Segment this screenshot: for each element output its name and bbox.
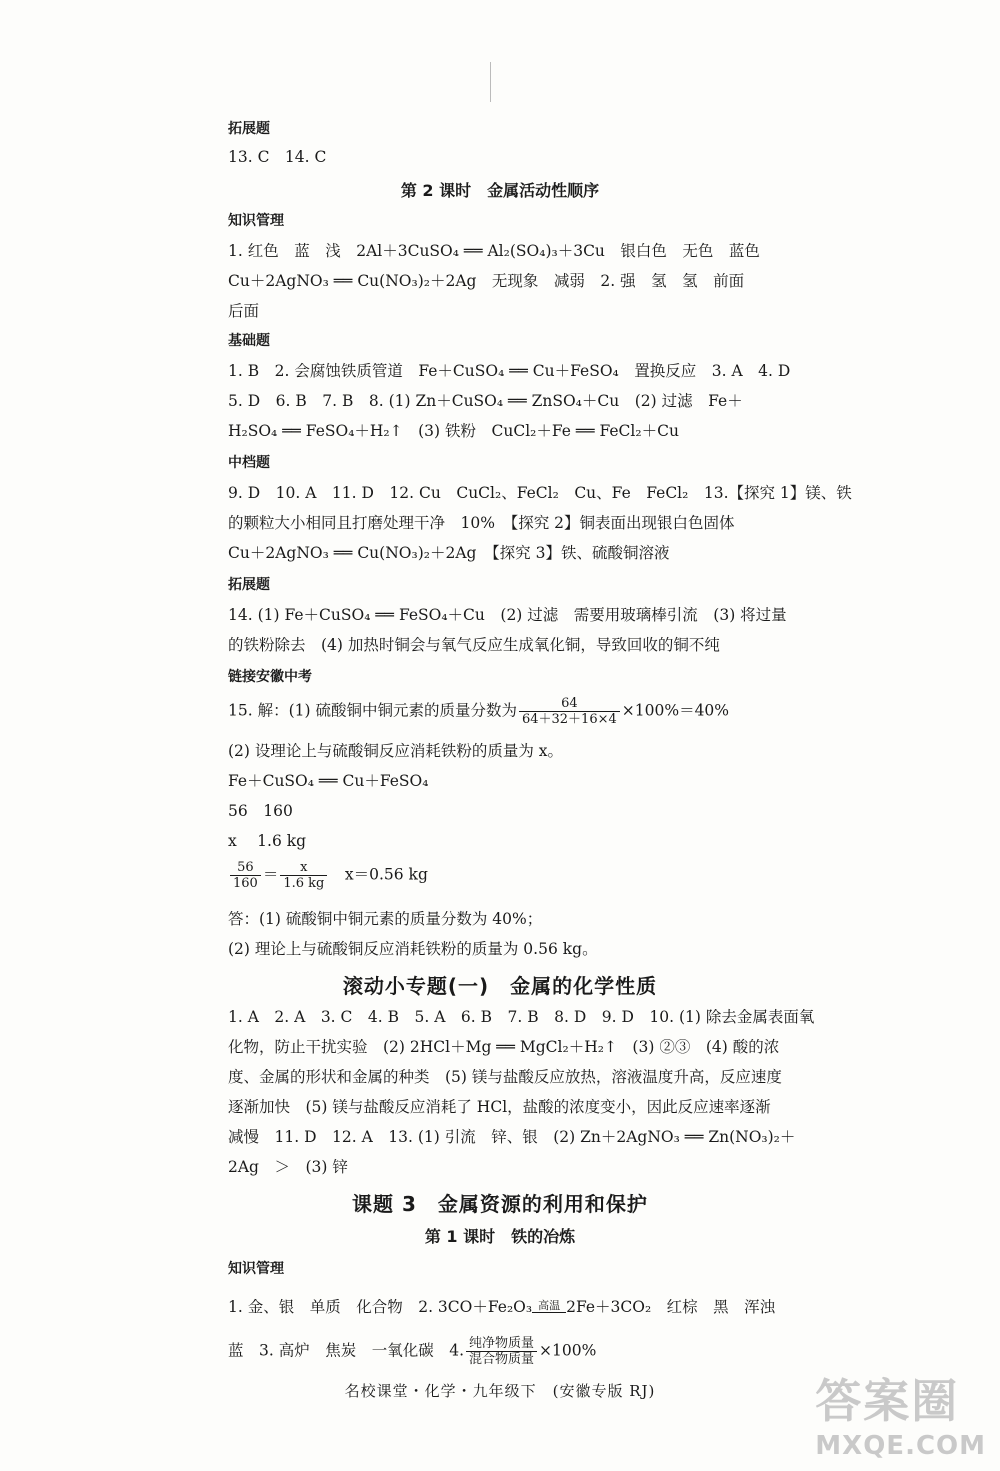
- fraction-denominator: 1.6 kg: [283, 876, 325, 891]
- section-heading: 链接安徽中考: [228, 669, 312, 685]
- section-heading: 基础题: [228, 333, 270, 349]
- answer-line: 13. C 14. C: [228, 148, 327, 166]
- section-heading: 拓展题: [228, 121, 270, 137]
- fraction-denominator: 160: [233, 876, 258, 891]
- answer-line: 减慢 11. D 12. A 13. (1) 引流 锌、银 (2) Zn＋2AgNO₃ ══ Zn(NO₃)₂＋: [228, 1128, 796, 1146]
- equals-sign: ＝: [262, 865, 279, 884]
- topic-title: 课题 3 金属资源的利用和保护: [352, 1192, 648, 1216]
- answer-line: (2) 理论上与硫酸铜反应消耗铁粉的质量为 0.56 kg。: [228, 940, 598, 958]
- section-heading: 拓展题: [228, 577, 270, 593]
- reaction-arrow: [532, 1312, 566, 1318]
- answer-line: [228, 696, 729, 727]
- answer-line: 答：(1) 硫酸铜中铜元素的质量分数为 40%；: [228, 910, 543, 928]
- answer-line: 1. A 2. A 3. C 4. B 5. A 6. B 7. B 8. D 9. D 10. (1) 除去金属表面氧: [228, 1008, 815, 1026]
- section-heading: 知识管理: [228, 1261, 284, 1277]
- fraction: [519, 696, 620, 727]
- answer-line: 9. D 10. A 11. D 12. Cu CuCl₂、FeCl₂ Cu、Fe FeCl₂ 13.【探究 1】镁、铁: [228, 484, 852, 502]
- fraction: [466, 1336, 537, 1367]
- answer-line: 的颗粒大小相同且打磨处理干净 10% 【探究 2】铜表面出现银白色固体: [228, 514, 735, 532]
- answer-line: 56 160: [228, 802, 293, 820]
- answer-line: 1. B 2. 会腐蚀铁质管道 Fe＋CuSO₄ ══ Cu＋FeSO₄ 置换反应 3. A 4. D: [228, 362, 791, 380]
- section-heading: 中档题: [228, 455, 270, 471]
- page-footer: 名校课堂・化学・九年级下 (安徽专版 RJ): [344, 1382, 656, 1400]
- answer-line: [228, 1296, 775, 1318]
- condition-label: 高温: [538, 1299, 561, 1312]
- lesson-title: 第 1 课时 铁的冶炼: [424, 1227, 576, 1246]
- fraction-denominator: 64＋32＋16×4: [521, 712, 617, 727]
- fraction: [230, 860, 261, 891]
- answer-line: Cu＋2AgNO₃ ══ Cu(NO₃)₂＋2Ag 【探究 3】铁、硫酸铜溶液: [228, 544, 670, 562]
- lesson-title: 第 2 课时 金属活动性顺序: [400, 181, 600, 200]
- answer-line: x 1.6 kg: [228, 832, 307, 850]
- answer-line: 逐渐加快 (5) 镁与盐酸反应消耗了 HCl，盐酸的浓度变小，因此反应速率逐渐: [228, 1098, 771, 1116]
- answer-line: 度、金属的形状和金属的种类 (5) 镁与盐酸反应放热，溶液温度升高，反应速度: [228, 1068, 782, 1086]
- answer-line: 14. (1) Fe＋CuSO₄ ══ FeSO₄＋Cu (2) 过滤 需要用玻璃棒引流 (3) 将过量: [228, 606, 787, 624]
- watermark-logo: [815, 1365, 986, 1461]
- answer-text: 15. 解：(1) 硫酸铜中铜元素的质量分数为: [228, 701, 517, 720]
- answer-line: 化物，防止干扰实验 (2) 2HCl＋Mg ══ MgCl₂＋H₂↑ (3) ②③ (4) 酸的浓: [228, 1038, 780, 1056]
- answer-line: Cu＋2AgNO₃ ══ Cu(NO₃)₂＋2Ag 无现象 减弱 2. 强 氢 氢 前面: [228, 272, 745, 290]
- fraction: [280, 860, 327, 891]
- answer-line: 5. D 6. B 7. B 8. (1) Zn＋CuSO₄ ══ ZnSO₄＋Cu (2) 过滤 Fe＋: [228, 392, 743, 410]
- watermark-url: MXQE.COM: [815, 1431, 986, 1461]
- answer-line: [228, 1336, 596, 1367]
- answer-text: 1. 金、银 单质 化合物 2. 3CO＋Fe₂O₃: [228, 1298, 533, 1316]
- answer-line: 的铁粉除去 (4) 加热时铜会与氧气反应生成氧化铜，导致回收的铜不纯: [228, 636, 720, 654]
- answer-text: ×100%: [539, 1341, 597, 1360]
- answer-line: (2) 设理论上与硫酸铜反应消耗铁粉的质量为 x。: [228, 742, 564, 760]
- answer-text: 蓝 3. 高炉 焦炭 一氧化碳 4.: [228, 1341, 465, 1360]
- section-heading: 知识管理: [228, 213, 284, 229]
- binding-mark: [490, 62, 491, 102]
- answer-text: x＝0.56 kg: [344, 865, 428, 884]
- topic-title: 滚动小专题(一) 金属的化学性质: [342, 974, 658, 998]
- answer-line: [228, 860, 428, 891]
- fraction-numerator: 64: [519, 696, 620, 712]
- answer-line: 1. 红色 蓝 浅 2Al＋3CuSO₄ ══ Al₂(SO₄)₃＋3Cu 银白色 无色 蓝色: [228, 242, 760, 260]
- watermark-text: 答案圈: [815, 1374, 960, 1428]
- fraction-numerator: 56: [230, 860, 261, 876]
- answer-line: 2Ag ＞ (3) 锌: [228, 1158, 348, 1176]
- answer-line: 后面: [228, 302, 260, 320]
- fraction-numerator: x: [280, 860, 327, 876]
- fraction-numerator: 纯净物质量: [466, 1336, 537, 1352]
- reaction-condition: [532, 1300, 566, 1318]
- answer-line: Fe＋CuSO₄ ══ Cu＋FeSO₄: [228, 772, 429, 790]
- answer-line: H₂SO₄ ══ FeSO₄＋H₂↑ (3) 铁粉 CuCl₂＋Fe ══ FeCl₂＋Cu: [228, 422, 679, 440]
- answer-text: 2Fe＋3CO₂ 红棕 黑 浑浊: [566, 1298, 776, 1316]
- answer-text: ×100%＝40%: [621, 701, 730, 720]
- fraction-denominator: 混合物质量: [469, 1352, 535, 1367]
